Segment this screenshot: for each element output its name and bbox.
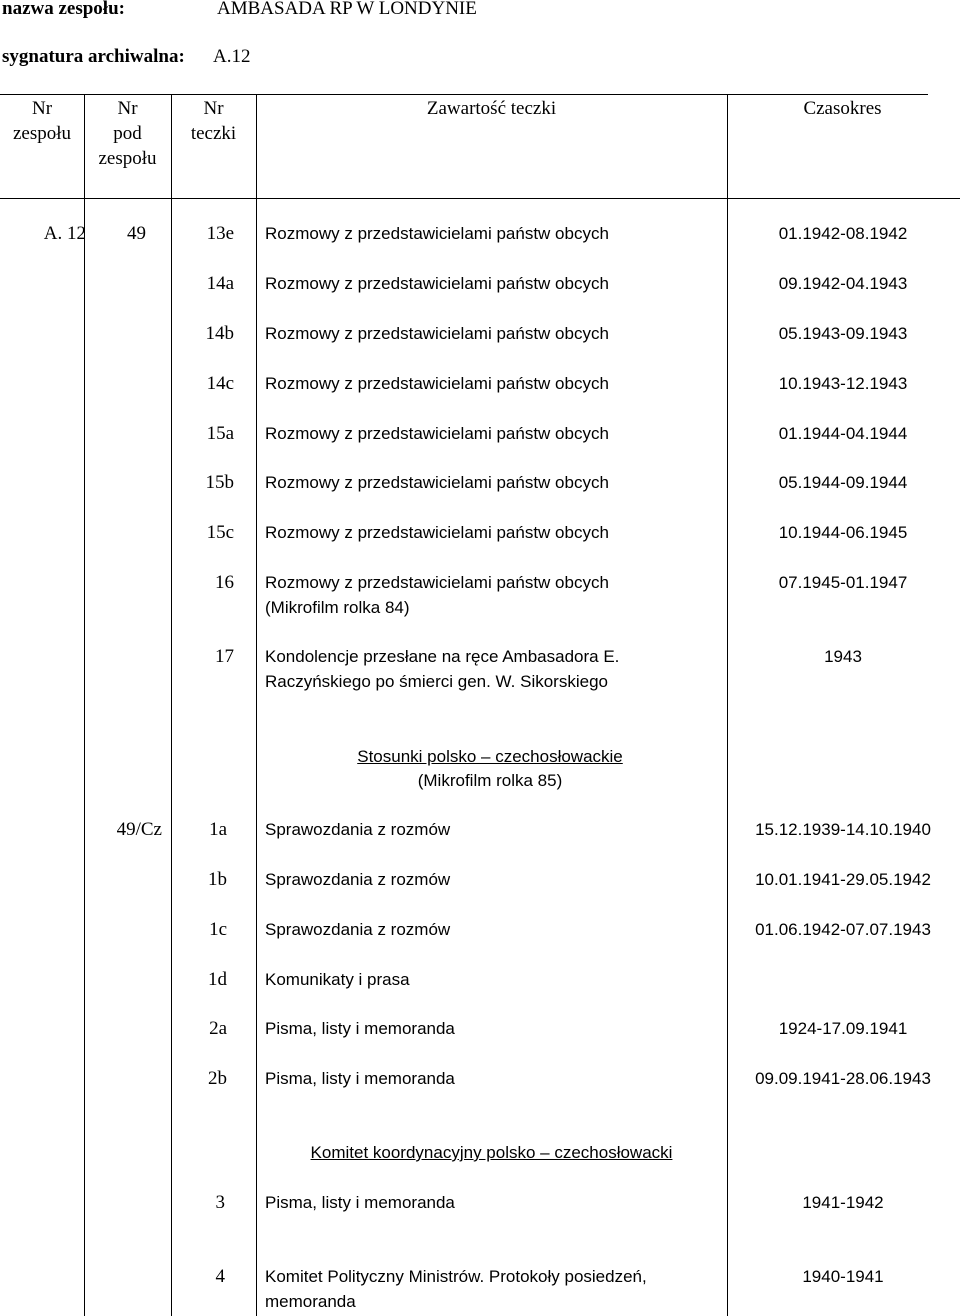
row-zawartosc: Rozmowy z przedstawicielami państw obcych — [265, 224, 609, 243]
row-teczka: 2b — [208, 1068, 227, 1089]
row-zawartosc: Rozmowy z przedstawicielami państw obcych — [265, 523, 609, 542]
row-zawartosc: Sprawozdania z rozmów — [265, 920, 451, 939]
row-czasokres: 10.1943-12.1943 — [778, 374, 908, 393]
row-zawartosc: Pisma, listy i memoranda — [265, 1019, 455, 1038]
row-teczka: 15a — [206, 423, 234, 444]
header-nr-pod-zespolu — [84, 96, 171, 171]
table-top-rule — [0, 94, 928, 95]
header-nr-teczki-line1: Nr — [203, 98, 224, 119]
row-czasokres: 05.1943-09.1943 — [778, 324, 908, 343]
row-teczka: 14a — [206, 273, 234, 294]
row-teczka: 17 — [215, 646, 234, 667]
row-zawartosc: Rozmowy z przedstawicielami państw obcych — [265, 473, 609, 492]
row-czasokres: 10.01.1941-29.05.1942 — [755, 870, 931, 889]
column-divider — [256, 94, 257, 1316]
row-zawartosc: Sprawozdania z rozmów — [265, 820, 451, 839]
row-czasokres: 05.1944-09.1944 — [778, 473, 908, 492]
row-zawartosc: Pisma, listy i memoranda — [265, 1069, 455, 1088]
row-zespol: A. 12 — [43, 223, 86, 244]
row-teczka: 14b — [205, 323, 234, 344]
row-teczka: 15b — [205, 472, 234, 493]
row-teczka: 1c — [209, 919, 227, 940]
header-nr-teczki — [171, 96, 256, 146]
row-teczka: 1a — [209, 819, 227, 840]
row-zawartosc: Rozmowy z przedstawicielami państw obcych — [265, 324, 609, 343]
row-teczka: 2a — [209, 1018, 227, 1039]
row-zawartosc: Komitet Polityczny Ministrów. Protokoły posiedzeń, memoranda — [265, 1267, 647, 1311]
header-nr-pod-line3: zespołu — [98, 148, 157, 169]
header-nr-zespolu — [0, 96, 84, 146]
section-subtitle: (Mikrofilm rolka 85) — [417, 771, 563, 790]
row-zawartosc: Rozmowy z przedstawicielami państw obcych (Mikrofilm rolka 84) — [265, 573, 609, 617]
row-czasokres: 10.1944-06.1945 — [778, 523, 908, 542]
table-header-bottom-rule — [0, 198, 960, 199]
header-zawartosc: Zawartość teczki — [426, 98, 557, 119]
row-teczka: 1d — [208, 969, 227, 990]
row-czasokres: 1940-1941 — [802, 1267, 884, 1286]
row-czasokres: 01.1944-04.1944 — [778, 424, 908, 443]
row-teczka: 3 — [215, 1192, 225, 1213]
row-zawartosc: Rozmowy z przedstawicielami państw obcych — [265, 374, 609, 393]
row-czasokres: 1943 — [824, 647, 862, 666]
header-nr-zespolu-line2: zespołu — [12, 123, 72, 144]
row-teczka: 15c — [206, 522, 234, 543]
header-nr-pod-line2: pod — [113, 123, 142, 144]
row-czasokres: 09.1942-04.1943 — [778, 274, 908, 293]
row-czasokres: 1924-17.09.1941 — [778, 1019, 908, 1038]
signature-label: sygnatura archiwalna: — [2, 46, 185, 67]
row-czasokres: 01.1942-08.1942 — [778, 224, 908, 243]
signature-value: A.12 — [213, 46, 251, 67]
row-teczka: 16 — [215, 572, 234, 593]
header-nr-zespolu-line1: Nr — [31, 98, 53, 119]
row-zawartosc: Sprawozdania z rozmów — [265, 870, 451, 889]
row-zawartosc: Rozmowy z przedstawicielami państw obcych — [265, 274, 609, 293]
row-czasokres: 01.06.1942-07.07.1943 — [755, 920, 931, 939]
header-czasokres: Czasokres — [803, 98, 882, 119]
row-pod: 49/Cz — [116, 819, 162, 840]
section-title: Komitet koordynacyjny polsko – czechosłowacki — [310, 1143, 673, 1162]
row-czasokres: 1941-1942 — [802, 1193, 884, 1212]
row-zawartosc: Kondolencje przesłane na ręce Ambasadora E. Raczyńskiego po śmierci gen. W. Sikorskiego — [265, 647, 620, 691]
header-nr-teczki-line2: teczki — [190, 123, 237, 144]
section-title: Stosunki polsko – czechosłowackie — [357, 747, 623, 766]
row-zawartosc: Rozmowy z przedstawicielami państw obcych — [265, 424, 609, 443]
row-teczka: 1b — [208, 869, 227, 890]
row-pod: 49 — [127, 223, 146, 244]
team-name-value: AMBASADA RP W LONDYNIE — [217, 0, 477, 19]
team-name-label: nazwa zespołu: — [2, 0, 125, 19]
row-czasokres: 15.12.1939-14.10.1940 — [755, 820, 931, 839]
row-zawartosc: Pisma, listy i memoranda — [265, 1193, 455, 1212]
row-zawartosc: Komunikaty i prasa — [265, 970, 410, 989]
row-teczka: 13e — [206, 223, 234, 244]
header-nr-pod-line1: Nr — [117, 98, 138, 119]
row-czasokres: 07.1945-01.1947 — [778, 573, 908, 592]
row-teczka: 4 — [215, 1266, 225, 1287]
row-czasokres: 09.09.1941-28.06.1943 — [755, 1069, 931, 1088]
column-divider — [84, 94, 85, 1316]
row-teczka: 14c — [206, 373, 234, 394]
